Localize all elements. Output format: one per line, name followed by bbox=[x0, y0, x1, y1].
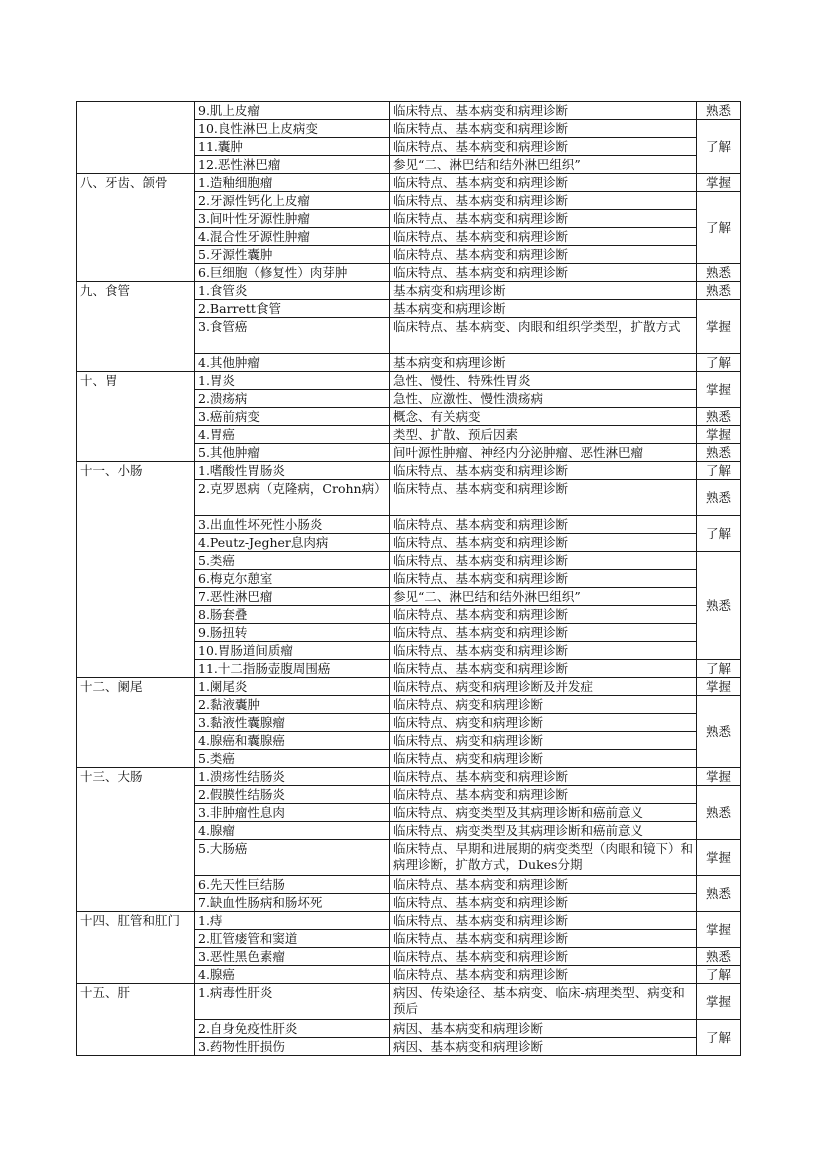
syllabus-sheet bbox=[76, 101, 740, 1056]
content-cell: 临床特点、病变和病理诊断 bbox=[390, 750, 697, 768]
content-cell: 临床特点、基本病变和病理诊断 bbox=[390, 660, 697, 678]
topic-cell: 7.缺血性肠病和肠坏死 bbox=[195, 894, 390, 912]
topic-cell: 11.十二指肠壶腹周围癌 bbox=[195, 660, 390, 678]
topic-cell: 3.癌前病变 bbox=[195, 408, 390, 426]
requirement-level-cell: 掌握 bbox=[697, 984, 741, 1020]
requirement-level-cell: 熟悉 bbox=[697, 552, 741, 660]
content-cell: 临床特点、基本病变和病理诊断 bbox=[390, 228, 697, 246]
topic-cell: 1.阑尾炎 bbox=[195, 678, 390, 696]
topic-cell: 1.胃炎 bbox=[195, 372, 390, 390]
content-cell: 临床特点、基本病变和病理诊断 bbox=[390, 102, 697, 120]
section-name-cell: 十、胃 bbox=[77, 372, 195, 462]
content-cell: 临床特点、基本病变和病理诊断 bbox=[390, 552, 697, 570]
content-cell: 临床特点、基本病变、肉眼和组织学类型，扩散方式 bbox=[390, 318, 697, 354]
content-cell: 类型、扩散、预后因素 bbox=[390, 426, 697, 444]
content-cell: 病因、基本病变和病理诊断 bbox=[390, 1020, 697, 1038]
requirement-level-cell: 了解 bbox=[697, 660, 741, 678]
table-row bbox=[77, 678, 741, 696]
requirement-level-cell: 熟悉 bbox=[697, 444, 741, 462]
content-cell: 临床特点、基本病变和病理诊断 bbox=[390, 516, 697, 534]
content-cell: 基本病变和病理诊断 bbox=[390, 300, 697, 318]
content-cell: 急性、慢性、特殊性胃炎 bbox=[390, 372, 697, 390]
topic-cell: 4.其他肿瘤 bbox=[195, 354, 390, 372]
content-cell: 临床特点、病变和病理诊断及并发症 bbox=[390, 678, 697, 696]
topic-cell: 2.假膜性结肠炎 bbox=[195, 786, 390, 804]
content-cell: 临床特点、病变和病理诊断 bbox=[390, 732, 697, 750]
requirement-level-cell: 掌握 bbox=[697, 678, 741, 696]
requirement-level-cell: 掌握 bbox=[697, 300, 741, 354]
content-cell: 临床特点、基本病变和病理诊断 bbox=[390, 174, 697, 192]
topic-cell: 4.腺癌和囊腺癌 bbox=[195, 732, 390, 750]
topic-cell: 1.造釉细胞瘤 bbox=[195, 174, 390, 192]
requirement-level-cell: 熟悉 bbox=[697, 786, 741, 840]
topic-cell: 1.溃疡性结肠炎 bbox=[195, 768, 390, 786]
requirement-level-cell: 掌握 bbox=[697, 372, 741, 408]
table-row bbox=[77, 174, 741, 192]
content-cell: 临床特点、基本病变和病理诊断 bbox=[390, 894, 697, 912]
requirement-level-cell: 了解 bbox=[697, 192, 741, 264]
requirement-level-cell: 了解 bbox=[697, 966, 741, 984]
topic-cell: 1.痔 bbox=[195, 912, 390, 930]
table-row bbox=[77, 102, 741, 120]
content-cell: 临床特点、基本病变和病理诊断 bbox=[390, 768, 697, 786]
syllabus-table bbox=[76, 101, 741, 1056]
topic-cell: 3.黏液性囊腺瘤 bbox=[195, 714, 390, 732]
topic-cell: 11.囊肿 bbox=[195, 138, 390, 156]
table-row bbox=[77, 912, 741, 930]
topic-cell: 3.间叶性牙源性肿瘤 bbox=[195, 210, 390, 228]
topic-cell: 4.腺癌 bbox=[195, 966, 390, 984]
requirement-level-cell: 掌握 bbox=[697, 912, 741, 948]
requirement-level-cell: 了解 bbox=[697, 1020, 741, 1056]
topic-cell: 1.食管炎 bbox=[195, 282, 390, 300]
section-name-cell: 十四、肛管和肛门 bbox=[77, 912, 195, 984]
topic-cell: 12.恶性淋巴瘤 bbox=[195, 156, 390, 174]
content-cell: 临床特点、基本病变和病理诊断 bbox=[390, 462, 697, 480]
section-name-cell: 九、食管 bbox=[77, 282, 195, 372]
topic-cell: 10.胃肠道间质瘤 bbox=[195, 642, 390, 660]
content-cell: 临床特点、基本病变和病理诊断 bbox=[390, 264, 697, 282]
content-cell: 概念、有关病变 bbox=[390, 408, 697, 426]
section-name-cell: 十二、阑尾 bbox=[77, 678, 195, 768]
topic-cell: 3.非肿瘤性息肉 bbox=[195, 804, 390, 822]
content-cell: 临床特点、基本病变和病理诊断 bbox=[390, 192, 697, 210]
table-row bbox=[77, 282, 741, 300]
content-cell: 临床特点、基本病变和病理诊断 bbox=[390, 480, 697, 516]
content-cell: 急性、应激性、慢性溃疡病 bbox=[390, 390, 697, 408]
section-name-cell: 八、牙齿、颌骨 bbox=[77, 174, 195, 282]
content-cell: 参见“二、淋巴结和结外淋巴组织” bbox=[390, 156, 697, 174]
topic-cell: 2.溃疡病 bbox=[195, 390, 390, 408]
content-cell: 临床特点、基本病变和病理诊断 bbox=[390, 948, 697, 966]
topic-cell: 5.类癌 bbox=[195, 552, 390, 570]
requirement-level-cell: 掌握 bbox=[697, 174, 741, 192]
topic-cell: 5.类癌 bbox=[195, 750, 390, 768]
topic-cell: 2.黏液囊肿 bbox=[195, 696, 390, 714]
topic-cell: 5.其他肿瘤 bbox=[195, 444, 390, 462]
topic-cell: 4.Peutz-Jegher息肉病 bbox=[195, 534, 390, 552]
topic-cell: 6.先天性巨结肠 bbox=[195, 876, 390, 894]
topic-cell: 3.恶性黑色素瘤 bbox=[195, 948, 390, 966]
topic-cell: 1.嗜酸性胃肠炎 bbox=[195, 462, 390, 480]
topic-cell: 9.肌上皮瘤 bbox=[195, 102, 390, 120]
requirement-level-cell: 了解 bbox=[697, 354, 741, 372]
content-cell: 临床特点、基本病变和病理诊断 bbox=[390, 570, 697, 588]
table-row bbox=[77, 768, 741, 786]
topic-cell: 7.恶性淋巴瘤 bbox=[195, 588, 390, 606]
topic-cell: 6.梅克尔憩室 bbox=[195, 570, 390, 588]
syllabus-table-body bbox=[77, 102, 741, 1056]
requirement-level-cell: 了解 bbox=[697, 462, 741, 480]
content-cell: 临床特点、病变和病理诊断 bbox=[390, 696, 697, 714]
content-cell: 病因、基本病变和病理诊断 bbox=[390, 1038, 697, 1056]
topic-cell: 4.混合性牙源性肿瘤 bbox=[195, 228, 390, 246]
content-cell: 临床特点、病变和病理诊断 bbox=[390, 714, 697, 732]
content-cell: 临床特点、基本病变和病理诊断 bbox=[390, 534, 697, 552]
content-cell: 临床特点、基本病变和病理诊断 bbox=[390, 138, 697, 156]
topic-cell: 5.大肠癌 bbox=[195, 840, 390, 876]
topic-cell: 2.牙源性钙化上皮瘤 bbox=[195, 192, 390, 210]
topic-cell: 5.牙源性囊肿 bbox=[195, 246, 390, 264]
content-cell: 参见“二、淋巴结和结外淋巴组织” bbox=[390, 588, 697, 606]
requirement-level-cell: 掌握 bbox=[697, 426, 741, 444]
section-name-cell: 十三、大肠 bbox=[77, 768, 195, 912]
requirement-level-cell: 熟悉 bbox=[697, 948, 741, 966]
requirement-level-cell: 掌握 bbox=[697, 840, 741, 876]
requirement-level-cell: 熟悉 bbox=[697, 480, 741, 516]
table-row bbox=[77, 462, 741, 480]
topic-cell: 2.自身免疫性肝炎 bbox=[195, 1020, 390, 1038]
topic-cell: 3.出血性坏死性小肠炎 bbox=[195, 516, 390, 534]
topic-cell: 8.肠套叠 bbox=[195, 606, 390, 624]
requirement-level-cell: 熟悉 bbox=[697, 408, 741, 426]
requirement-level-cell: 掌握 bbox=[697, 768, 741, 786]
requirement-level-cell: 熟悉 bbox=[697, 282, 741, 300]
requirement-level-cell: 了解 bbox=[697, 516, 741, 552]
section-name-cell bbox=[77, 102, 195, 174]
content-cell: 临床特点、基本病变和病理诊断 bbox=[390, 912, 697, 930]
table-row bbox=[77, 372, 741, 390]
topic-cell: 10.良性淋巴上皮病变 bbox=[195, 120, 390, 138]
content-cell: 基本病变和病理诊断 bbox=[390, 282, 697, 300]
content-cell: 临床特点、病变类型及其病理诊断和癌前意义 bbox=[390, 804, 697, 822]
content-cell: 临床特点、早期和进展期的病变类型（肉眼和镜下）和病理诊断，扩散方式，Dukes分期 bbox=[390, 840, 697, 876]
topic-cell: 9.肠扭转 bbox=[195, 624, 390, 642]
topic-cell: 6.巨细胞（修复性）肉芽肿 bbox=[195, 264, 390, 282]
content-cell: 基本病变和病理诊断 bbox=[390, 354, 697, 372]
content-cell: 间叶源性肿瘤、神经内分泌肿瘤、恶性淋巴瘤 bbox=[390, 444, 697, 462]
content-cell: 病因、传染途径、基本病变、临床-病理类型、病变和预后 bbox=[390, 984, 697, 1020]
section-name-cell: 十一、小肠 bbox=[77, 462, 195, 678]
content-cell: 临床特点、基本病变和病理诊断 bbox=[390, 876, 697, 894]
requirement-level-cell: 熟悉 bbox=[697, 264, 741, 282]
section-name-cell: 十五、肝 bbox=[77, 984, 195, 1056]
content-cell: 临床特点、基本病变和病理诊断 bbox=[390, 930, 697, 948]
content-cell: 临床特点、基本病变和病理诊断 bbox=[390, 246, 697, 264]
content-cell: 临床特点、基本病变和病理诊断 bbox=[390, 606, 697, 624]
content-cell: 临床特点、基本病变和病理诊断 bbox=[390, 120, 697, 138]
requirement-level-cell: 熟悉 bbox=[697, 876, 741, 912]
topic-cell: 4.胃癌 bbox=[195, 426, 390, 444]
content-cell: 临床特点、基本病变和病理诊断 bbox=[390, 210, 697, 228]
content-cell: 临床特点、基本病变和病理诊断 bbox=[390, 642, 697, 660]
content-cell: 临床特点、基本病变和病理诊断 bbox=[390, 786, 697, 804]
requirement-level-cell: 熟悉 bbox=[697, 102, 741, 120]
content-cell: 临床特点、基本病变和病理诊断 bbox=[390, 624, 697, 642]
topic-cell: 3.食管癌 bbox=[195, 318, 390, 354]
topic-cell: 2.Barrett食管 bbox=[195, 300, 390, 318]
topic-cell: 4.腺瘤 bbox=[195, 822, 390, 840]
requirement-level-cell: 熟悉 bbox=[697, 696, 741, 768]
topic-cell: 3.药物性肝损伤 bbox=[195, 1038, 390, 1056]
table-row bbox=[77, 984, 741, 1020]
content-cell: 临床特点、病变类型及其病理诊断和癌前意义 bbox=[390, 822, 697, 840]
topic-cell: 1.病毒性肝炎 bbox=[195, 984, 390, 1020]
topic-cell: 2.克罗恩病（克隆病，Crohn病） bbox=[195, 480, 390, 516]
topic-cell: 2.肛管瘘管和窦道 bbox=[195, 930, 390, 948]
content-cell: 临床特点、基本病变和病理诊断 bbox=[390, 966, 697, 984]
requirement-level-cell: 了解 bbox=[697, 120, 741, 174]
